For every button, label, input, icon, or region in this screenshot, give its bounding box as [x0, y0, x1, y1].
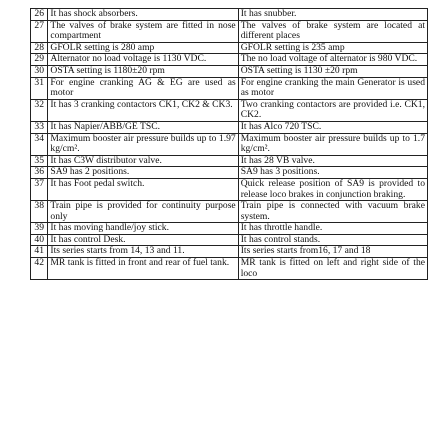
cell-col-a: The valves of brake system are fitted in nose compartment — [48, 20, 238, 42]
cell-col-a: It has Napier/ABB/GE TSC. — [48, 121, 238, 133]
row-number: 35 — [31, 155, 48, 167]
row-number: 30 — [31, 65, 48, 77]
cell-col-b: It has throttle handle. — [238, 223, 427, 235]
table-row — [31, 223, 428, 235]
comparison-table — [30, 8, 428, 280]
row-number: 41 — [31, 246, 48, 258]
cell-col-a: It has shock absorbers. — [48, 9, 238, 21]
cell-col-a: It has 3 cranking contactors CK1, CK2 & CK3. — [48, 99, 238, 121]
row-number: 40 — [31, 234, 48, 246]
cell-col-b: Quick release position of SA9 is provided to release loco brakes in conjunction braking. — [238, 178, 427, 200]
table-row — [31, 42, 428, 54]
row-number: 34 — [31, 133, 48, 155]
table-row — [31, 133, 428, 155]
table-row — [31, 9, 428, 21]
cell-col-b: It has control stands. — [238, 234, 427, 246]
table-row — [31, 155, 428, 167]
cell-col-b: Train pipe is connected with vacuum brake system. — [238, 201, 427, 223]
cell-col-a: Maximum booster air pressure builds up to 1.97 kg/cm². — [48, 133, 238, 155]
cell-col-b: OSTA setting is 1130 ±20 rpm — [238, 65, 427, 77]
cell-col-a: Train pipe is provided for continuity purpose only — [48, 201, 238, 223]
row-number: 26 — [31, 9, 48, 21]
cell-col-b: GFOLR setting is 235 amp — [238, 42, 427, 54]
row-number: 33 — [31, 121, 48, 133]
cell-col-b: It has Alco 720 TSC. — [238, 121, 427, 133]
cell-col-b: It has snubber. — [238, 9, 427, 21]
row-number: 38 — [31, 201, 48, 223]
row-number: 28 — [31, 42, 48, 54]
cell-col-a: It has control Desk. — [48, 234, 238, 246]
row-number: 29 — [31, 54, 48, 66]
table-row — [31, 121, 428, 133]
table-row — [31, 20, 428, 42]
row-number: 37 — [31, 178, 48, 200]
table-row — [31, 54, 428, 66]
table-row — [31, 65, 428, 77]
row-number: 27 — [31, 20, 48, 42]
table-row — [31, 201, 428, 223]
cell-col-a: SA9 has 2 positions. — [48, 167, 238, 179]
table-row — [31, 178, 428, 200]
cell-col-b: Two cranking contactors are provided i.e. CK1, CK2. — [238, 99, 427, 121]
table-row — [31, 167, 428, 179]
row-number: 36 — [31, 167, 48, 179]
cell-col-b: The no load voltage of alternator is 980 VDC. — [238, 54, 427, 66]
cell-col-a: MR tank is fitted in front and rear of fuel tank. — [48, 258, 238, 280]
cell-col-b: For engine cranking the main Generator is used as motor — [238, 77, 427, 99]
cell-col-a: GFOLR setting is 280 amp — [48, 42, 238, 54]
cell-col-b: It has 28 VB valve. — [238, 155, 427, 167]
cell-col-a: For engine cranking AG & EG are used as motor — [48, 77, 238, 99]
cell-col-a: It has moving handle/joy stick. — [48, 223, 238, 235]
cell-col-a: Alternator no load voltage is 1130 VDC. — [48, 54, 238, 66]
cell-col-a: It has Foot pedal switch. — [48, 178, 238, 200]
table-row — [31, 258, 428, 280]
cell-col-a: Its series starts from 14, 13 and 11. — [48, 246, 238, 258]
cell-col-b: SA9 has 3 positions. — [238, 167, 427, 179]
cell-col-b: MR tank is fitted on left and right side of the loco — [238, 258, 427, 280]
row-number: 32 — [31, 99, 48, 121]
table-row — [31, 77, 428, 99]
table-row — [31, 246, 428, 258]
cell-col-b: The valves of brake system are located at different places — [238, 20, 427, 42]
table-row — [31, 99, 428, 121]
cell-col-b: Its series starts from16, 17 and 18 — [238, 246, 427, 258]
cell-col-a: OSTA setting is 1180±20 rpm — [48, 65, 238, 77]
row-number: 42 — [31, 258, 48, 280]
cell-col-b: Maximum booster air pressure builds up to 1.7 kg/cm². — [238, 133, 427, 155]
comparison-table-body — [31, 9, 428, 280]
row-number: 31 — [31, 77, 48, 99]
row-number: 39 — [31, 223, 48, 235]
cell-col-a: It has C3W distributor valve. — [48, 155, 238, 167]
table-row — [31, 234, 428, 246]
